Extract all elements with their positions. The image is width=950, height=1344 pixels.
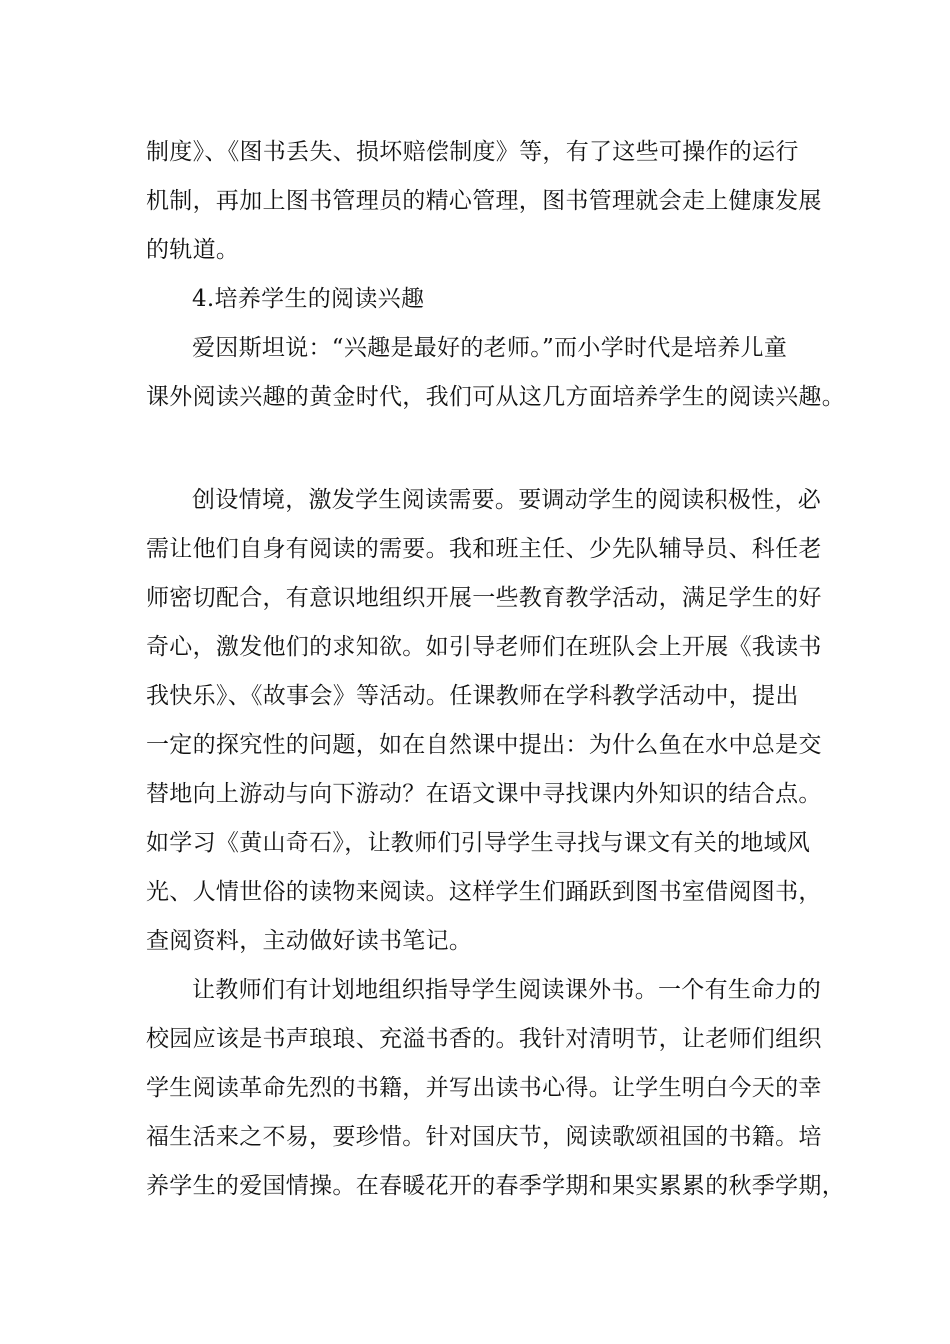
text-line: 奇心，激发他们的求知欲。如引导老师们在班队会上开展《我读书 <box>146 634 822 660</box>
text-line: 福生活来之不易，要珍惜。针对国庆节，阅读歌颂祖国的书籍。培 <box>146 1124 822 1150</box>
text-line: 如学习《黄山奇石》，让教师们引导学生寻找与课文有关的地域风 <box>146 830 811 856</box>
text-line: 爱因斯坦说：“兴趣是最好的老师。”而小学时代是培养儿童 <box>192 335 788 361</box>
text-line: 机制，再加上图书管理员的精心管理，图书管理就会走上健康发展 <box>146 188 822 214</box>
text-line: 课外阅读兴趣的黄金时代，我们可从这几方面培养学生的阅读兴趣。 <box>146 384 845 410</box>
text-line: 师密切配合，有意识地组织开展一些教育教学活动，满足学生的好 <box>146 585 822 611</box>
text-line: 查阅资料，主动做好读书笔记。 <box>146 928 473 954</box>
paragraph-library-rules <box>146 128 826 275</box>
text-line: 的轨道。 <box>146 237 240 263</box>
text-line: 创设情境，激发学生阅读需要。要调动学生的阅读积极性，必 <box>192 487 822 513</box>
text-line: 养学生的爱国情操。在春暖花开的春季学期和果实累累的秋季学期， <box>146 1173 845 1199</box>
text-line: 学生阅读革命先烈的书籍，并写出读书心得。让学生明白今天的幸 <box>146 1075 822 1101</box>
text-line: 我快乐》、《故事会》等活动。任课教师在学科教学活动中，提出 <box>146 683 799 709</box>
section-heading: 4.培养学生的阅读兴趣 <box>192 286 425 312</box>
paragraph-guided-reading <box>146 966 845 1211</box>
text-line: 需让他们自身有阅读的需要。我和班主任、少先队辅导员、科任老 <box>146 536 822 562</box>
text-line: 替地向上游动与向下游动？在语文课中寻找课内外知识的结合点。 <box>146 781 822 807</box>
document-body <box>146 128 845 1211</box>
text-line: 光、人情世俗的读物来阅读。这样学生们踊跃到图书室借阅图书， <box>146 879 822 905</box>
text-line: 一定的探究性的问题，如在自然课中提出：为什么鱼在水中总是交 <box>146 732 822 758</box>
text-line: 让教师们有计划地组织指导学生阅读课外书。一个有生命力的 <box>192 977 822 1003</box>
paragraph-einstein-quote <box>146 324 845 422</box>
text-line: 校园应该是书声琅琅、充溢书香的。我针对清明节，让老师们组织 <box>146 1026 822 1052</box>
paragraph-create-situation <box>146 476 826 966</box>
paragraph-gap <box>146 422 826 476</box>
text-line: 制度》、《图书丢失、损坏赔偿制度》等，有了这些可操作的运行 <box>146 139 799 165</box>
